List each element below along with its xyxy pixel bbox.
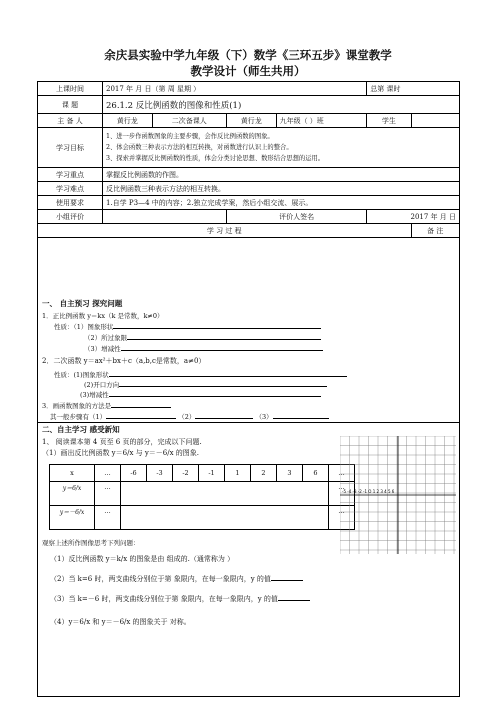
goal-item: 2、体会函数三种表示方法的相互转换，对函数进行认识上的整合。 [106,144,293,151]
table-cell[interactable]: … [329,506,355,530]
answer-blank[interactable] [119,380,327,387]
key-value: 掌握反比例函数的作图。 [103,168,460,182]
s1-line: （3） [255,413,273,421]
table-cell[interactable]: … [329,482,355,506]
eval-label: 小组评价 [38,210,103,224]
lesson-plan-frame [37,81,460,697]
time-value: 2017 年 月 日（第 周 星期 ） [103,82,367,96]
s1-line: 性质：(1)图象形状 [54,371,109,379]
table-header-cell: … [329,465,355,482]
coordinate-grid[interactable] [340,436,456,554]
answer-blank[interactable] [106,412,176,419]
s1-line: （2） [178,413,196,421]
goals-label: 学习目标 [38,128,103,168]
values-table [49,464,355,530]
question-2: （2）当 k=6 时，两支曲线分别位于第 象限内，在每一象限内，y 的值 [50,575,271,583]
period-value: 总第 课时 [367,82,459,96]
time-label: 上课时间 [38,82,103,96]
s2-line: 观察上述所作图像思考下列问题： [42,539,140,547]
s1-line: 1．正比例函数 y＝kx（k 是常数，k≠0） [42,312,164,320]
answer-blank[interactable] [121,344,323,351]
notes-label: 备 注 [411,224,459,238]
goal-item: 1、进一步作函数图象的主要步骤，会作反比例函数的图象。 [106,133,274,140]
diff-value: 反比例函数三种表示方法的相互转换。 [103,182,460,196]
s1-line: 性质：（1）图象形状 [54,323,114,331]
s1-line: 3．画函数图象的方法是 [42,402,112,410]
table-header-cell: -1 [199,465,225,482]
answer-blank[interactable] [195,412,253,419]
req-value: 1.自学 P3—4 中的内容；2.独立完成学案，然后小组交流、展示。 [103,196,460,210]
answer-blank[interactable] [273,412,329,419]
document-title-line1: 余庆县实验中学九年级（下）数学《三环五步》课堂教学 [104,48,392,62]
s1-line: （3）增减性 [84,345,121,353]
table-header-cell: … [95,465,121,482]
answer-blank[interactable] [111,401,171,408]
row-label: y＝6/x [50,482,95,506]
s1-line: （2）所过象限 [84,334,128,342]
goal-item: 3、探索并掌握反比例函数的性质，体会分类讨论思想、数形结合思想的运用。 [106,155,325,162]
topic-label: 课 题 [38,96,103,114]
answer-blank[interactable] [113,322,321,329]
table-header-cell: -2 [173,465,199,482]
table-header-cell: -3 [147,465,173,482]
class-value: 九年级（ ）班 [276,114,367,128]
answer-blank[interactable] [271,574,303,581]
table-row [50,506,355,530]
s1-line: (3)增减性 [80,391,109,399]
table-header-cell: x [50,465,95,482]
table-header-cell: 6 [303,465,329,482]
topic-value: 26.1.2 反比例函数的图像和性质(1) [103,96,460,114]
second-label: 二次备课人 [152,114,226,128]
table-header-cell: 3 [277,465,303,482]
key-label: 学习重点 [38,168,103,182]
answer-blank[interactable] [278,594,310,601]
table-header-cell: 1 [225,465,251,482]
answer-blank[interactable] [109,370,347,377]
eval-date: 2017 年 月 日 [367,210,459,224]
document-title-line2: 教学设计（师生共用） [190,64,306,78]
info-table [38,82,459,238]
table-cell[interactable]: … [95,482,121,506]
student-label: 学生 [367,114,411,128]
section2-heading: 二、自主学习 感受新知 [42,425,120,434]
answer-blank[interactable] [127,333,321,340]
diff-label: 学习难点 [38,182,103,196]
s2-line: 1、 阅读课本第 4 页至 6 页的部分，完成以下问题. [42,438,202,446]
section1-heading: 一、 自主预习 探究问题 [42,299,123,308]
s2-line: （1）画出反比例函数 y＝6/x 与 y＝－6/x 的图象. [42,449,200,457]
question-3: （3）当 k=－6 时，两支曲线分别位于第 象限内，在每一象限内，y 的值 [50,595,278,603]
table-cell[interactable] [121,482,329,506]
table-header-cell: -6 [121,465,147,482]
table-header-row [50,465,355,482]
process-label: 学 习 过 程 [38,224,411,238]
table-cell[interactable]: … [95,506,121,530]
lead-value: 黄行龙 [103,114,153,128]
question-4: （4）y＝6/x 和 y＝－6/x 的图象关于 对称。 [50,618,191,626]
row-label: y＝－6/x [50,506,95,530]
s1-line: (2)开口方向 [84,381,120,389]
s1-line: 2．二次函数 y＝ax²＋bx＋c（a,b,c是常数，a≠0） [42,357,206,365]
section-divider [38,422,459,423]
s1-line: 其一般步骤有（1） [50,413,107,421]
second-value: 黄行龙 [226,114,276,128]
table-header-cell: 2 [251,465,277,482]
question-1: （1）反比例函数 y＝k/x 的图象是由 组成的.（通常称为 ） [50,555,235,563]
eval-sign-label: 评价人签名 [226,210,366,224]
req-label: 使用要求 [38,196,103,210]
answer-blank[interactable] [109,390,321,397]
lead-label: 主 备 人 [38,114,103,128]
table-cell[interactable] [121,506,329,530]
table-row [50,482,355,506]
x-tick-labels: -5 -4 -3 -2 -1 O 1 2 3 4 5 6 [342,489,395,494]
